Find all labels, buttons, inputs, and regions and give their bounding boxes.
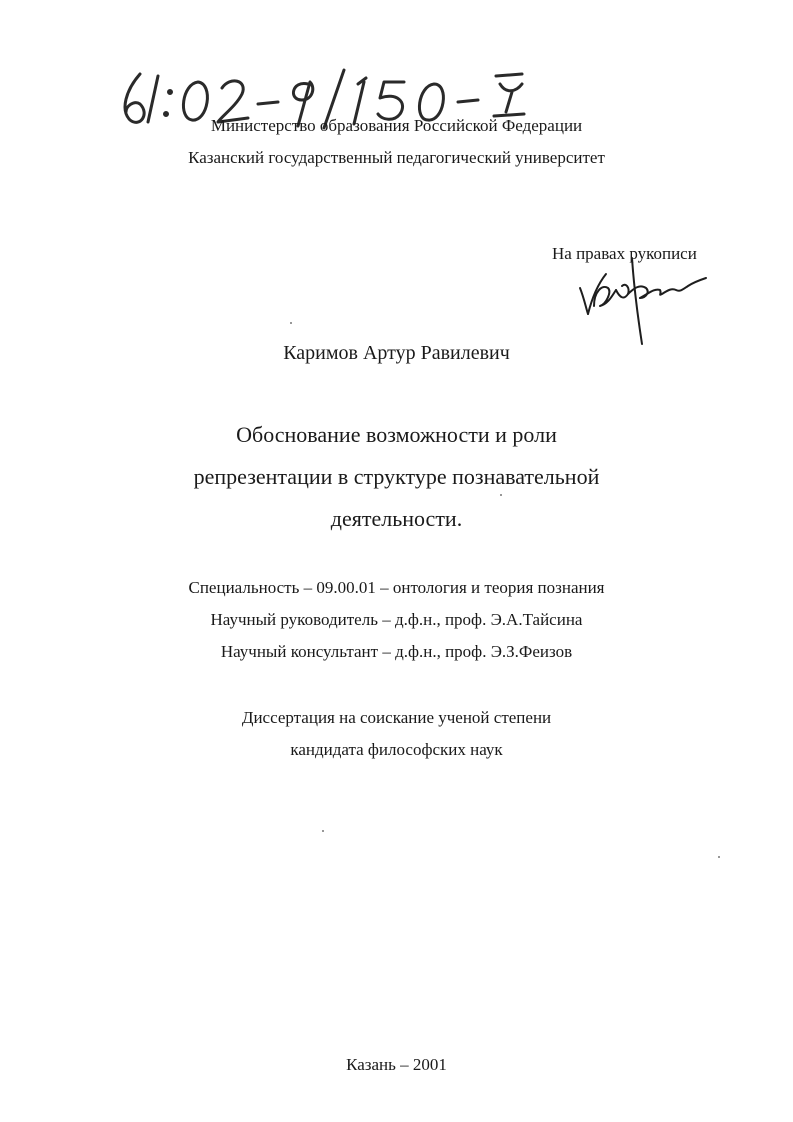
university-name: Казанский государственный педагогический университет — [188, 148, 605, 167]
ministry-name: Министерство образования Российской Федерации — [210, 116, 583, 135]
handwritten-signature — [572, 248, 712, 348]
author-name: Каримов Артур Равилевич — [283, 342, 510, 364]
scientific-consultant-line: Научный консультант – д.ф.н., проф. Э.З.Феизов — [220, 642, 573, 661]
thesis-title-line-1: Обоснование возможности и роли — [236, 422, 557, 447]
thesis-title-line-2: репрезентации в структуре познавательной — [193, 464, 600, 489]
manuscript-rights: На правах рукописи — [552, 244, 697, 263]
scan-speck — [500, 494, 502, 496]
specialty-line: Специальность – 09.00.01 – онтология и теория познания — [188, 578, 605, 597]
thesis-title-line-3: деятельности. — [330, 506, 463, 531]
dissertation-degree-line-2: кандидата философских наук — [290, 740, 503, 759]
scan-speck — [322, 830, 324, 832]
city-and-year: Казань – 2001 — [346, 1055, 447, 1074]
dissertation-degree-line-1: Диссертация на соискание ученой степени — [241, 708, 552, 727]
scientific-advisor-line: Научный руководитель – д.ф.н., проф. Э.А.Тайсина — [210, 610, 583, 629]
scan-speck — [290, 322, 292, 324]
scan-speck — [718, 856, 720, 858]
